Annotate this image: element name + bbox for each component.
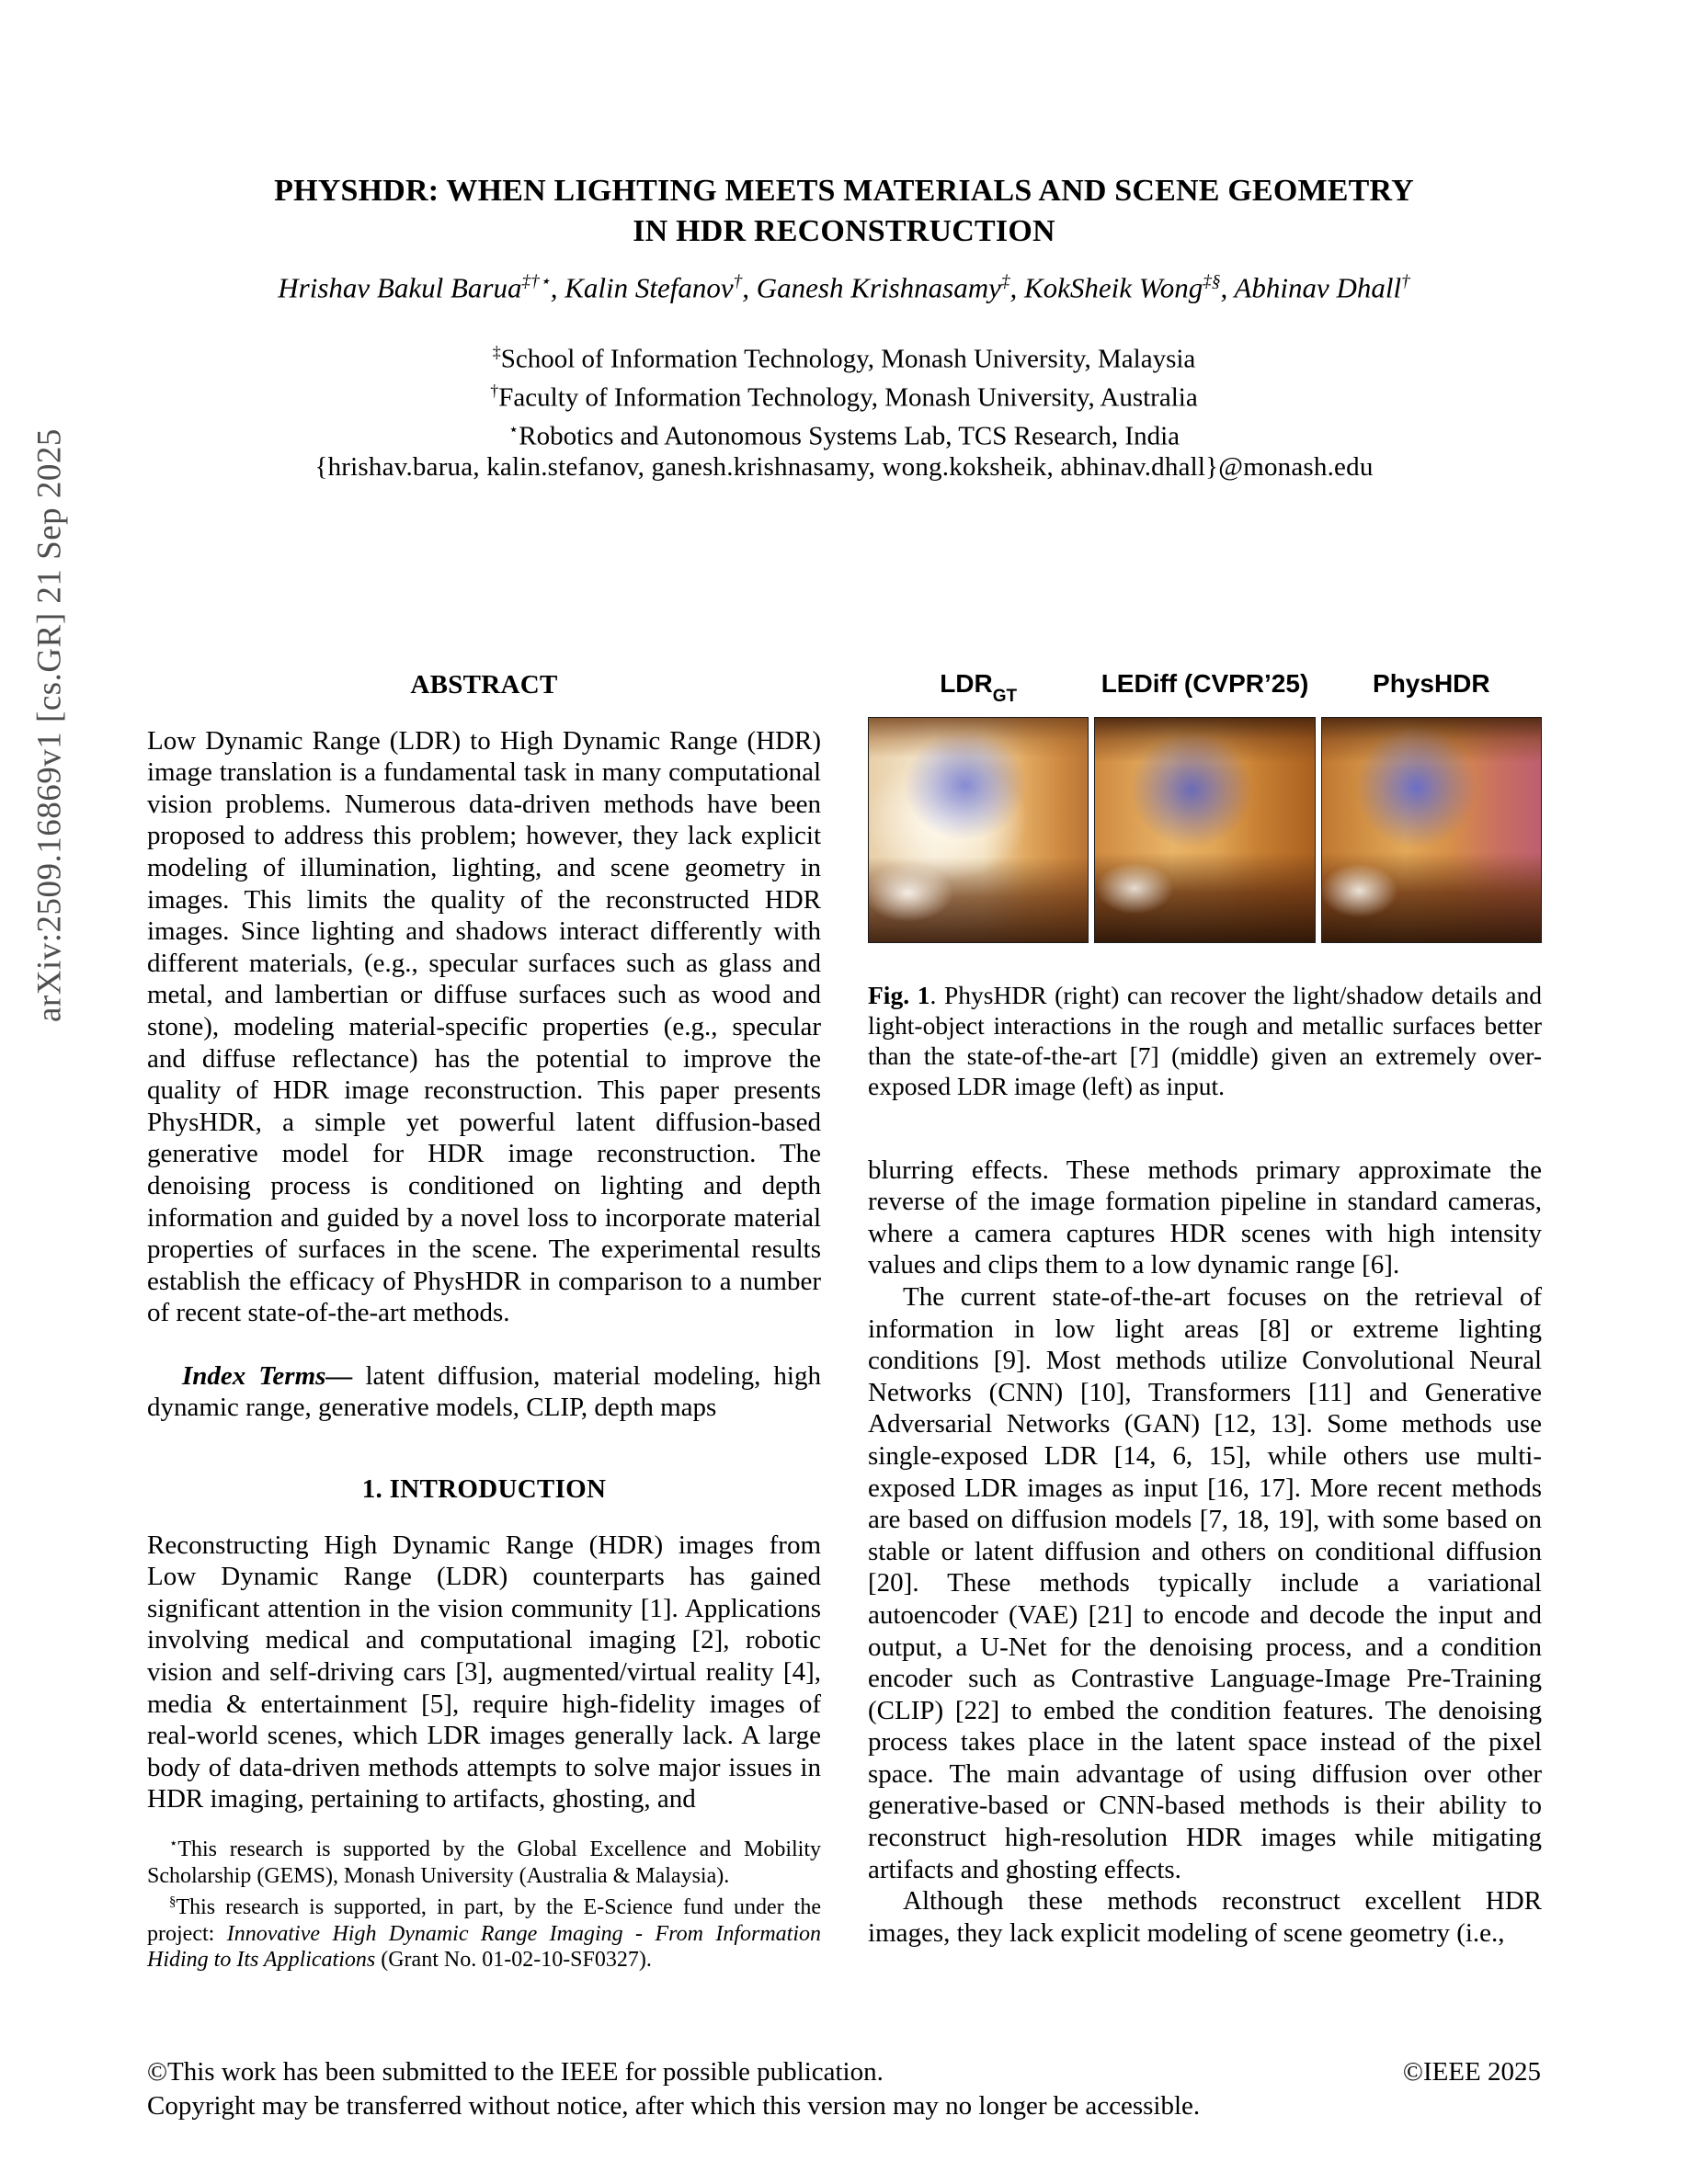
- figure1-label-lediff: LEDiff (CVPR’25): [1101, 669, 1309, 698]
- affiliations-block: [0, 336, 1688, 483]
- figure1-caption-label: Fig. 1: [868, 980, 930, 1009]
- paper-header: [0, 171, 1688, 483]
- abstract-heading: ABSTRACT: [410, 670, 558, 700]
- affiliation-line-2: †Faculty of Information Technology, Monash University, Australia: [490, 381, 1198, 413]
- footer-ieee-copyright: ©IEEE 2025: [1402, 2057, 1541, 2087]
- introduction-heading: 1. INTRODUCTION: [361, 1474, 607, 1505]
- paper-title-line2: IN HDR RECONSTRUCTION: [633, 214, 1055, 248]
- email-line: {hrishav.barua, kalin.stefanov, ganesh.krishnasamy, wong.koksheik, abhinav.dhall}@monash.edu: [314, 452, 1374, 483]
- figure1-label-physhdr: PhysHDR: [1373, 669, 1490, 698]
- figure1-labels: [868, 669, 1542, 709]
- figure1-caption: [868, 980, 1542, 1101]
- footnote-1: [147, 1831, 821, 1889]
- footer-line-2: Copyright may be transferred without notice, after which this version may no longer be accessible.: [147, 2091, 1201, 2121]
- footer-line-1: [147, 2055, 1541, 2089]
- introduction-paragraph: Reconstructing High Dynamic Range (HDR) images from Low Dynamic Range (LDR) counterparts has gained significant attention in the vision community [1]. Applications involving medical and computational imaging [2], robotic vision and self-driving cars [3], augmented/virtual reality [4], media & entertainment [5], require high-fidelity images of real-world scenes, which LDR images generally lack. A large body of data-driven methods attempts to solve major issues in HDR imaging, pertaining to artifacts, ghosting, and: [147, 1530, 821, 1814]
- figure1-label-ldr-main: LDR: [940, 669, 993, 698]
- body-paragraph-2: The current state-of-the-art focuses on the retrieval of information in low light areas [8] or extreme lighting conditions [9]. Most methods utilize Convolutional Neural Networks (CNN) [10], Transformers [11] and Generative Adversarial Networks (GAN) [12, 13]. Some methods use single-exposed LDR [14, 6, 15], while others use multi-exposed LDR images as input [16, 17]. More recent methods are based on diffusion models [7, 18, 19], with some based on stable or latent diffusion and others on conditional diffusion [20]. These methods typically include a variational autoencoder (VAE) [21] to encode and decode the input and output, a U-Net for the denoising process, and a condition encoder such as Contrastive Language-Image Pre-Training (CLIP) [22] to embed the condition features. The denoising process takes place in the latent space instead of the pixel space. The main advantage of using diffusion over other generative-based or CNN-based methods is their ability to reconstruct high-resolution HDR images while mitigating artifacts and ghosting effects.: [868, 1281, 1542, 1884]
- paper-title: [0, 171, 1688, 252]
- footnotes-block: [147, 1831, 821, 1974]
- footnote-2: [147, 1889, 821, 1974]
- figure1-label-ldr-gt: [868, 669, 1089, 709]
- author-line: Hrishav Bakul Barua‡†⋆, Kalin Stefanov†, Ganesh Krishnasamy‡, KokSheik Wong‡§, Abhinav Dhall†: [278, 271, 1410, 304]
- footnote-1-text: ⋆This research is supported by the Global Excellence and Mobility Scholarship (GEMS), Monash University (Australia & Malaysia).: [147, 1837, 821, 1888]
- arxiv-watermark-text: arXiv:2509.16869v1 [cs.GR] 21 Sep 2025: [30, 428, 69, 1022]
- figure1: [868, 669, 1542, 1101]
- index-terms: [147, 1360, 821, 1424]
- figure1-image-lediff: [1094, 717, 1315, 943]
- body-paragraph-3: Although these methods reconstruct excellent HDR images, they lack explicit modeling of scene geometry (i.e.,: [868, 1886, 1542, 1948]
- abstract-text: Low Dynamic Range (LDR) to High Dynamic Range (HDR) image translation is a fundamental task in many computational vision problems. Numerous data-driven methods have been proposed to address this problem; however, they lack explicit modeling of illumination, lighting, and scene geometry in images. This limits the quality of the reconstructed HDR images. Since lighting and shadows interact differently with different materials, (e.g., specular surfaces such as glass and metal, and lambertian or diffuse surfaces such as wood and stone), modeling material-specific properties (e.g., specular and diffuse reflectance) has the potential to improve the quality of HDR image reconstruction. This paper presents PhysHDR, a simple yet powerful latent diffusion-based generative model for HDR image reconstruction. The denoising process is conditioned on lighting and depth information and guided by a novel loss to incorporate material properties of surfaces in the scene. The experimental results establish the efficacy of PhysHDR in comparison to a number of recent state-of-the-art methods.: [147, 725, 821, 1328]
- paper-title-line1: PHYSHDR: WHEN LIGHTING MEETS MATERIALS AND SCENE GEOMETRY: [274, 174, 1414, 208]
- affiliation-line-1: ‡School of Information Technology, Monash University, Malaysia: [492, 343, 1196, 374]
- footnote-2-text: §This research is supported, in part, by the E-Science fund under the project:: [147, 1894, 821, 1946]
- page-footer: [147, 2055, 1541, 2123]
- figure1-image-physhdr: [1321, 717, 1542, 943]
- index-terms-label: Index Terms—: [182, 1360, 353, 1391]
- figure1-label-ldr-sub: GT: [992, 686, 1018, 706]
- footnote-2-suffix: (Grant No. 01-02-10-SF0327).: [375, 1948, 652, 1972]
- arxiv-watermark: [24, 401, 75, 1050]
- index-terms-text: latent diffusion, material modeling, high dynamic range, generative models, CLIP, depth maps: [147, 1360, 821, 1423]
- left-column: [147, 669, 821, 1815]
- footer-submission-notice: ©This work has been submitted to the IEEE for possible publication.: [147, 2057, 884, 2087]
- footnote-2-italic: Innovative High Dynamic Range Imaging - From Information Hiding to Its Applications: [147, 1921, 822, 1972]
- figure1-image-ldr-gt: [868, 717, 1089, 943]
- figure1-image-row: [868, 717, 1542, 943]
- affiliation-line-3: ⋆Robotics and Autonomous Systems Lab, TCS Research, India: [508, 419, 1180, 451]
- figure1-caption-text: . PhysHDR (right) can recover the light/shadow details and light-object interactions in the rough and metallic surfaces better than the state-of-the-art [7] (middle) given an extremely over-exposed LDR image (left) as input.: [868, 980, 1542, 1100]
- right-column: [868, 669, 1542, 1949]
- body-paragraph-1: blurring effects. These methods primary approximate the reverse of the image formation pipeline in standard cameras, where a camera captures HDR scenes with high intensity values and clips them to a low dynamic range [6].: [868, 1155, 1542, 1280]
